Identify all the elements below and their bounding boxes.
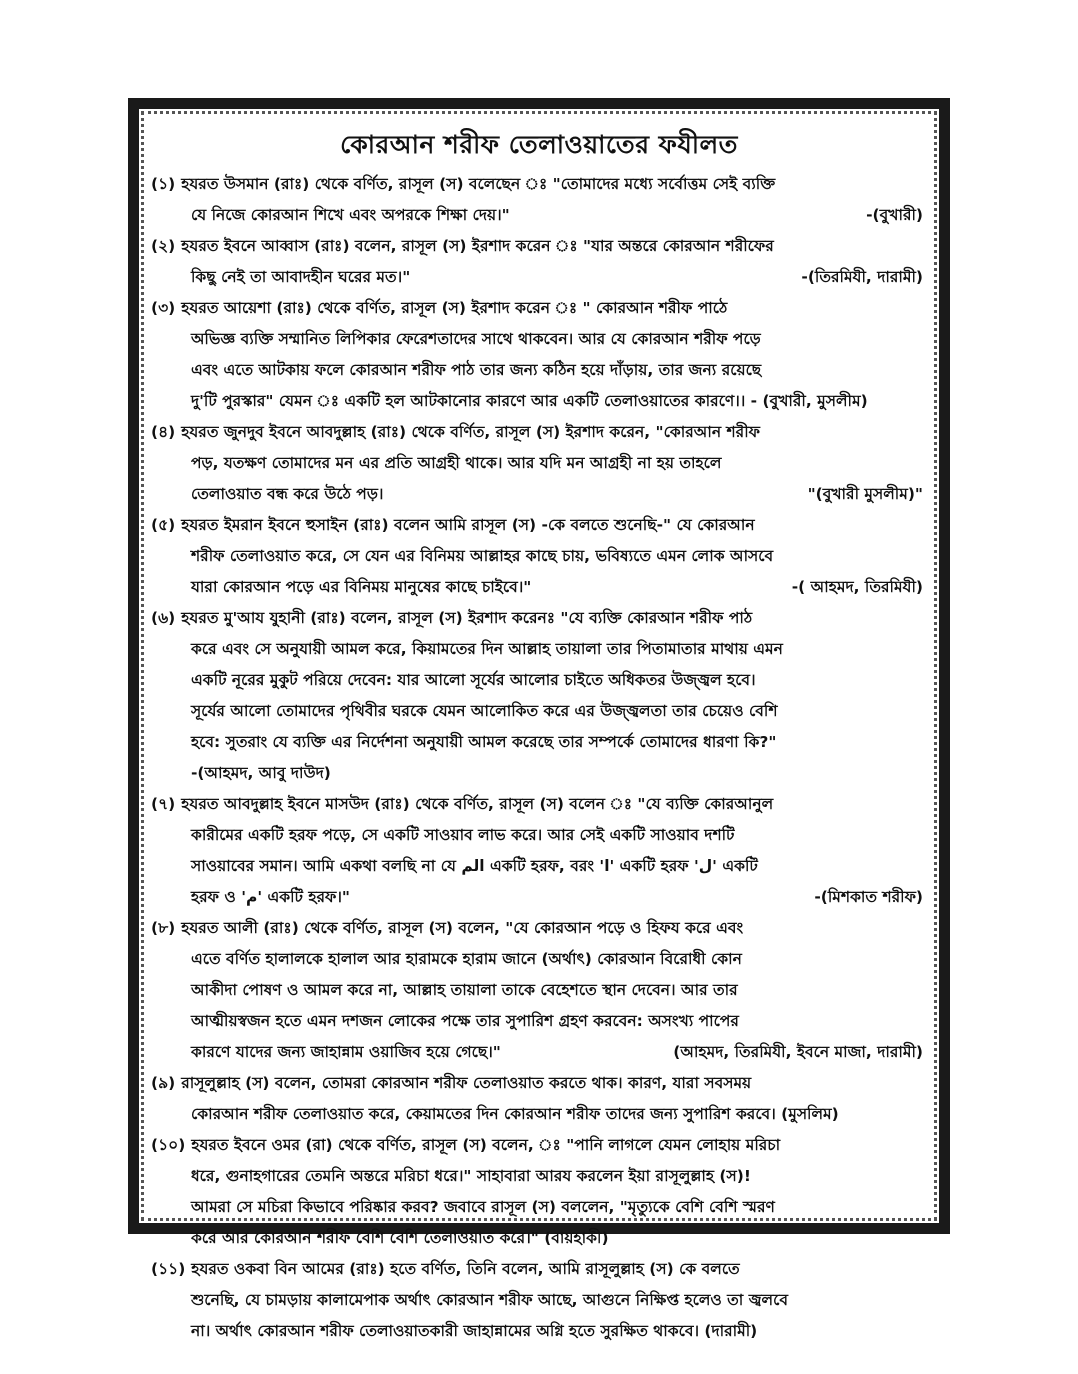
hadith-reference: -( আহমদ, তিরমিযী) [791,578,923,596]
hadith-text: হরফ ও 'م' একটি হরফ।" [191,888,350,906]
hadith-text: একটি নূরের মুকুট পরিয়ে দেবেন: যার আলো সূর্যের আলোর চাইতে অধিকতর উজ্জ্বল হবে। [191,671,756,689]
hadith-number: (২) [151,237,176,255]
hadith-paragraph [151,231,927,293]
hadith-text: করে এবং সে অনুযায়ী আমল করে, কিয়ামতের দিন আল্লাহ তায়ালা তার পিতামাতার মাথায় এমন [191,640,783,658]
hadith-reference: -(মিশকাত শরীফ) [814,888,923,906]
hadith-line [151,262,927,293]
hadith-text: হযরত ইমরান ইবনে হুসাইন (রাঃ) বলেন আমি রাসূল (স) -কে বলতে শুনেছি-" যে কোরআন [181,516,755,534]
hadith-text: কিছু নেই তা আবাদহীন ঘরের মত।" [191,268,411,286]
hadith-paragraph [151,293,927,417]
hadith-text: হযরত মু'আয যুহানী (রাঃ) বলেন, রাসূল (স) ইরশাদ করেনঃ "যে ব্যক্তি কোরআন শরীফ পাঠ [181,609,753,627]
hadith-text: হযরত জুনদুব ইবনে আবদুল্লাহ (রাঃ) থেকে বর্ণিত, রাসূল (স) ইরশাদ করেন, "কোরআন শরীফ [181,423,760,441]
hadith-line [151,665,927,696]
hadith-line [151,882,927,913]
hadith-line [151,727,927,758]
hadith-text: কারীমের একটি হরফ পড়ে, সে একটি সাওয়াব লাভ করে। আর সেই একটি সাওয়াব দশটি [191,826,735,844]
hadith-line [151,448,927,479]
hadith-text: এবং এতে আটকায় ফলে কোরআন শরীফ পাঠ তার জন্য কঠিন হয়ে দাঁড়ায়, তার জন্য রয়েছে [191,361,762,379]
hadith-line [151,1068,927,1099]
hadith-text: তেলাওয়াত বন্ধ করে উঠে পড়। [191,485,384,503]
hadith-line [151,851,927,882]
hadith-line [151,789,927,820]
hadith-line [151,231,927,262]
hadith-number: (১) [151,175,176,193]
hadith-text: -(আহমদ, আবু দাউদ) [191,764,331,782]
hadith-number: (৪) [151,423,176,441]
hadith-line [151,293,927,324]
hadith-number: (৩) [151,299,176,317]
hadith-line [151,820,927,851]
hadith-line [151,355,927,386]
hadith-text: হযরত ওকবা বিন আমের (রাঃ) হতে বর্ণিত, তিনি বলেন, আমি রাসূলুল্লাহ (স) কে বলতে [191,1260,740,1278]
hadith-line [151,975,927,1006]
hadith-text: পড়, যতক্ষণ তোমাদের মন এর প্রতি আগ্রহী থাকে। আর যদি মন আগ্রহী না হয় তাহলে [191,454,722,472]
hadith-paragraph [151,1068,927,1130]
hadith-text: হবে: সুতরাং যে ব্যক্তি এর নির্দেশনা অনুযায়ী আমল করেছে তার সম্পর্কে তোমাদের ধারণা কি?" [191,733,777,751]
hadith-line [151,1223,927,1254]
hadith-line [151,386,927,417]
hadith-line [151,510,927,541]
hadith-text: আকীদা পোষণ ও আমল করে না, আল্লাহ তায়ালা তাকে বেহেশতে স্থান দেবেন। আর তার [191,981,738,999]
hadith-paragraph [151,169,927,231]
hadith-paragraph [151,913,927,1068]
hadith-number: (৭) [151,795,176,813]
hadith-text: হযরত আয়েশা (রাঃ) থেকে বর্ণিত, রাসূল (স) ইরশাদ করেন ঃ " কোরআন শরীফ পাঠে [181,299,728,317]
hadith-text: এতে বর্ণিত হালালকে হালাল আর হারামকে হারাম জানে (অর্থাৎ) কোরআন বিরোধী কোন [191,950,742,968]
hadith-text: হযরত ইবনে ওমর (রা) থেকে বর্ণিত, রাসূল (স) বলেন, ঃ "পানি লাগলে যেমন লোহায় মরিচা [191,1136,781,1154]
hadith-line [151,479,927,510]
hadith-line [151,572,927,603]
hadith-text: না। অর্থাৎ কোরআন শরীফ তেলাওয়াতকারী জাহান্নামের অগ্নি হতে সুরক্ষিত থাকবে। (দারামী) [191,1322,758,1340]
hadith-line [151,1285,927,1316]
hadith-text: ধরে, গুনাহগারের তেমনি অন্তরে মরিচা ধরে।" সাহাবারা আরয করলেন ইয়া রাসূলুল্লাহ (স)! [191,1167,751,1185]
hadith-line [151,1006,927,1037]
hadith-paragraph [151,789,927,913]
hadith-paragraph [151,603,927,789]
hadith-line [151,1316,927,1347]
hadith-reference: -(তিরমিযী, দারামী) [801,268,923,286]
hadith-line [151,603,927,634]
hadith-text: দু'টি পুরস্কার" যেমন ঃ একটি হল আটকানোর কারণে আর একটি তেলাওয়াতের কারণে।। - (বুখারী, মুসলীম) [191,392,868,410]
hadith-number: (৫) [151,516,176,534]
hadith-line [151,696,927,727]
hadith-line [151,324,927,355]
hadith-number: (৯) [151,1074,176,1092]
page-title: কোরআন শরীফ তেলাওয়াতের ফযীলত [340,130,738,159]
hadith-line [151,758,927,789]
hadith-text: আত্মীয়স্বজন হতে এমন দশজন লোকের পক্ষে তার সুপারিশ গ্রহণ করবেন: অসংখ্য পাপের [191,1012,739,1030]
hadith-text: কোরআন শরীফ তেলাওয়াত করে, কেয়ামতের দিন কোরআন শরীফ তাদের জন্য সুপারিশ করবে। (মুসলিম) [191,1105,839,1123]
hadith-text: যে নিজে কোরআন শিখে এবং অপরকে শিক্ষা দেয়।" [191,206,510,224]
hadith-number: (৬) [151,609,176,627]
hadith-number: (১১) [151,1260,186,1278]
hadith-text: কারণে যাদের জন্য জাহান্নাম ওয়াজিব হয়ে গেছে।" [191,1043,501,1061]
hadith-text: শরীফ তেলাওয়াত করে, সে যেন এর বিনিময় আল্লাহর কাছে চায়, ভবিষ্যতে এমন লোক আসবে [191,547,774,565]
hadith-paragraph [151,1130,927,1254]
hadith-paragraph [151,417,927,510]
hadith-line [151,1254,927,1285]
hadith-text: যারা কোরআন পড়ে এর বিনিময় মানুষের কাছে চাইবে।" [191,578,532,596]
hadith-line [151,1037,927,1068]
hadith-list [151,169,927,1347]
hadith-line [151,1099,927,1130]
hadith-text: অভিজ্ঞ ব্যক্তি সম্মানিত লিপিকার ফেরেশতাদের সাথে থাকবেন। আর যে কোরআন শরীফ পড়ে [191,330,761,348]
hadith-line [151,169,927,200]
decorative-border [128,98,950,1340]
hadith-number: (১০) [151,1136,186,1154]
page-content [151,119,927,1340]
hadith-text: আমরা সে মচিরা কিভাবে পরিষ্কার করব? জবাবে রাসূল (স) বললেন, "মৃত্যুকে বেশি বেশি স্মরণ [191,1198,775,1216]
hadith-text: সাওয়াবের সমান। আমি একথা বলছি না যে الم একটি হরফ, বরং 'ا' একটি হরফ 'ل' একটি [191,857,758,875]
hadith-line [151,913,927,944]
hadith-reference: "(বুখারী মুসলীম)" [807,485,923,503]
hadith-text: হযরত আবদুল্লাহ ইবনে মাসউদ (রাঃ) থেকে বর্ণিত, রাসূল (স) বলেন ঃ "যে ব্যক্তি কোরআনুল [181,795,774,813]
hadith-text: শুনেছি, যে চামড়ায় কালামেপাক অর্থাৎ কোরআন শরীফ আছে, আগুনে নিক্ষিপ্ত হলেও তা জ্বলবে [191,1291,788,1309]
hadith-reference: (আহমদ, তিরমিযী, ইবনে মাজা, দারামী) [673,1043,923,1061]
hadith-line [151,541,927,572]
hadith-text: সূর্যের আলো তোমাদের পৃথিবীর ঘরকে যেমন আলোকিত করে এর উজ্জ্বলতা তার চেয়েও বেশি [191,702,778,720]
hadith-line [151,634,927,665]
hadith-paragraph [151,510,927,603]
hadith-line [151,417,927,448]
hadith-line [151,200,927,231]
hadith-line [151,1192,927,1223]
hadith-number: (৮) [151,919,176,937]
hadith-text: হযরত ইবনে আব্বাস (রাঃ) বলেন, রাসূল (স) ইরশাদ করেন ঃ "যার অন্তরে কোরআন শরীফের [181,237,774,255]
hadith-line [151,944,927,975]
hadith-line [151,1130,927,1161]
hadith-paragraph [151,1254,927,1347]
hadith-reference: -(বুখারী) [866,206,923,224]
hadith-text: হযরত আলী (রাঃ) থেকে বর্ণিত, রাসূল (স) বলেন, "যে কোরআন পড়ে ও হিফয করে এবং [181,919,744,937]
hadith-text: করে আর কোরআন শরীফ বেশি বেশি তেলাওয়াত করে।" (বায়হাকী) [191,1229,609,1247]
hadith-line [151,1161,927,1192]
hadith-text: রাসূলুল্লাহ (স) বলেন, তোমরা কোরআন শরীফ তেলাওয়াত করতে থাক। কারণ, যারা সবসময় [181,1074,752,1092]
hadith-text: হযরত উসমান (রাঃ) থেকে বর্ণিত, রাসূল (স) বলেছেন ঃ "তোমাদের মধ্যে সর্বোত্তম সেই ব্যক্তি [181,175,776,193]
